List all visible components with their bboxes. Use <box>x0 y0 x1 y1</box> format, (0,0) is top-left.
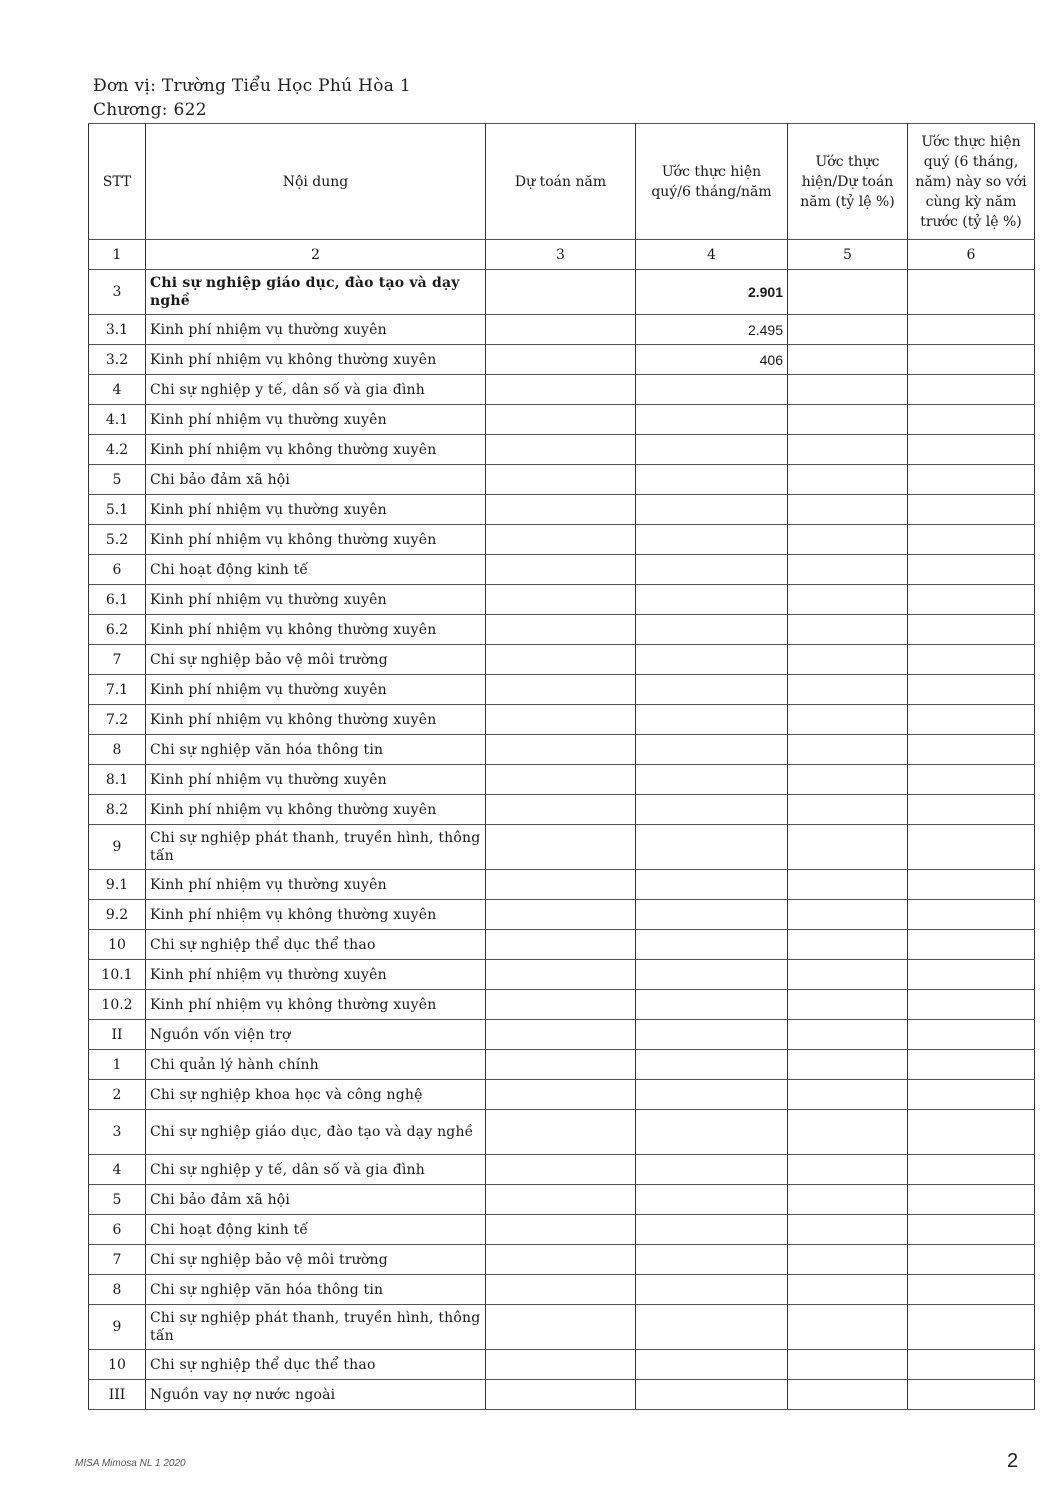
row-content: Chi sự nghiệp bảo vệ môi trường <box>146 645 486 675</box>
table-row <box>89 345 1035 375</box>
table-row <box>89 675 1035 705</box>
row-actual: 406 <box>636 345 788 375</box>
row-ratio <box>788 960 908 990</box>
row-yoy <box>908 1350 1035 1380</box>
table-row <box>89 615 1035 645</box>
row-actual <box>636 375 788 405</box>
row-ratio <box>788 1215 908 1245</box>
row-ratio <box>788 615 908 645</box>
row-yoy <box>908 345 1035 375</box>
row-yoy <box>908 585 1035 615</box>
row-yoy <box>908 765 1035 795</box>
row-yoy <box>908 825 1035 870</box>
table-row <box>89 1305 1035 1350</box>
col-header-ratio: Ước thực hiện/Dự toán năm (tỷ lệ %) <box>788 124 908 240</box>
row-ratio <box>788 525 908 555</box>
row-estimate <box>486 270 636 315</box>
row-yoy <box>908 990 1035 1020</box>
row-stt: 10 <box>89 1350 146 1380</box>
row-ratio <box>788 1275 908 1305</box>
row-estimate <box>486 615 636 645</box>
table-row <box>89 825 1035 870</box>
table-row <box>89 900 1035 930</box>
table-row <box>89 495 1035 525</box>
row-actual <box>636 870 788 900</box>
row-ratio <box>788 405 908 435</box>
row-estimate <box>486 1110 636 1155</box>
row-actual <box>636 825 788 870</box>
row-actual <box>636 435 788 465</box>
row-content: Chi bảo đảm xã hội <box>146 1185 486 1215</box>
table-row <box>89 1215 1035 1245</box>
row-estimate <box>486 675 636 705</box>
col-number: 4 <box>636 240 788 270</box>
row-ratio <box>788 930 908 960</box>
row-actual <box>636 405 788 435</box>
row-yoy <box>908 675 1035 705</box>
row-actual <box>636 735 788 765</box>
table-row <box>89 1185 1035 1215</box>
row-estimate <box>486 1050 636 1080</box>
row-estimate <box>486 960 636 990</box>
row-content: Chi hoạt động kinh tế <box>146 1215 486 1245</box>
row-actual: 2.901 <box>636 270 788 315</box>
row-stt: 10.1 <box>89 960 146 990</box>
table-row <box>89 1110 1035 1155</box>
row-content: Kinh phí nhiệm vụ không thường xuyên <box>146 705 486 735</box>
row-yoy <box>908 555 1035 585</box>
row-actual <box>636 1305 788 1350</box>
row-ratio <box>788 555 908 585</box>
row-ratio <box>788 870 908 900</box>
table-row <box>89 960 1035 990</box>
row-ratio <box>788 795 908 825</box>
row-content: Kinh phí nhiệm vụ không thường xuyên <box>146 345 486 375</box>
row-ratio <box>788 465 908 495</box>
row-actual <box>636 1110 788 1155</box>
row-actual <box>636 675 788 705</box>
row-stt: 8 <box>89 1275 146 1305</box>
col-number: 1 <box>89 240 146 270</box>
row-estimate <box>486 495 636 525</box>
row-content: Kinh phí nhiệm vụ thường xuyên <box>146 315 486 345</box>
table-row <box>89 1275 1035 1305</box>
row-content: Chi hoạt động kinh tế <box>146 555 486 585</box>
row-estimate <box>486 795 636 825</box>
row-stt: 8 <box>89 735 146 765</box>
row-content: Chi sự nghiệp giáo dục, đào tạo và dạy nghề <box>146 1110 486 1155</box>
row-actual <box>636 1245 788 1275</box>
row-stt: 6 <box>89 1215 146 1245</box>
row-yoy <box>908 930 1035 960</box>
row-content: Chi sự nghiệp khoa học và công nghệ <box>146 1080 486 1110</box>
row-ratio <box>788 1350 908 1380</box>
row-yoy <box>908 1185 1035 1215</box>
row-yoy <box>908 900 1035 930</box>
row-content: Kinh phí nhiệm vụ thường xuyên <box>146 405 486 435</box>
row-stt: 4.2 <box>89 435 146 465</box>
table-row <box>89 870 1035 900</box>
row-actual <box>636 465 788 495</box>
row-actual <box>636 900 788 930</box>
row-ratio <box>788 270 908 315</box>
row-yoy <box>908 1155 1035 1185</box>
table-row <box>89 645 1035 675</box>
row-actual: 2.495 <box>636 315 788 345</box>
row-yoy <box>908 1020 1035 1050</box>
row-actual <box>636 585 788 615</box>
row-ratio <box>788 1185 908 1215</box>
row-content: Chi sự nghiệp thể dục thể thao <box>146 930 486 960</box>
row-yoy <box>908 405 1035 435</box>
table-row <box>89 1350 1035 1380</box>
row-yoy <box>908 1080 1035 1110</box>
row-yoy <box>908 465 1035 495</box>
col-header-actual: Ước thực hiện quý/6 tháng/năm <box>636 124 788 240</box>
row-yoy <box>908 960 1035 990</box>
row-estimate <box>486 1155 636 1185</box>
row-stt: 3.1 <box>89 315 146 345</box>
row-yoy <box>908 1380 1035 1410</box>
row-actual <box>636 645 788 675</box>
row-actual <box>636 1155 788 1185</box>
row-estimate <box>486 465 636 495</box>
row-estimate <box>486 825 636 870</box>
software-footer: MISA Mimosa NL 1 2020 <box>75 1458 186 1469</box>
row-ratio <box>788 900 908 930</box>
table-row <box>89 375 1035 405</box>
col-header-yoy: Ước thực hiện quý (6 tháng, năm) này so với cùng kỳ năm trước (tỷ lệ %) <box>908 124 1035 240</box>
row-estimate <box>486 765 636 795</box>
row-content: Chi sự nghiệp y tế, dân số và gia đình <box>146 375 486 405</box>
row-stt: 6.2 <box>89 615 146 645</box>
table-row <box>89 270 1035 315</box>
table-row <box>89 990 1035 1020</box>
row-stt: 4 <box>89 1155 146 1185</box>
row-ratio <box>788 645 908 675</box>
table-header-row <box>89 124 1035 240</box>
col-number: 6 <box>908 240 1035 270</box>
row-content: Chi quản lý hành chính <box>146 1050 486 1080</box>
chapter-code: Chương: 622 <box>93 100 207 120</box>
row-stt: 10.2 <box>89 990 146 1020</box>
col-number: 2 <box>146 240 486 270</box>
row-stt: III <box>89 1380 146 1410</box>
row-estimate <box>486 525 636 555</box>
row-content: Kinh phí nhiệm vụ thường xuyên <box>146 870 486 900</box>
row-ratio <box>788 435 908 465</box>
row-content: Chi sự nghiệp giáo dục, đào tạo và dạy nghề <box>146 270 486 315</box>
row-estimate <box>486 1305 636 1350</box>
row-ratio <box>788 315 908 345</box>
row-yoy <box>908 435 1035 465</box>
row-estimate <box>486 990 636 1020</box>
row-actual <box>636 1275 788 1305</box>
row-estimate <box>486 1020 636 1050</box>
row-estimate <box>486 435 636 465</box>
row-content: Kinh phí nhiệm vụ không thường xuyên <box>146 900 486 930</box>
row-yoy <box>908 270 1035 315</box>
row-actual <box>636 795 788 825</box>
row-ratio <box>788 1155 908 1185</box>
row-stt: II <box>89 1020 146 1050</box>
table-row <box>89 525 1035 555</box>
row-estimate <box>486 1380 636 1410</box>
row-stt: 7.2 <box>89 705 146 735</box>
row-estimate <box>486 870 636 900</box>
table-row <box>89 930 1035 960</box>
row-estimate <box>486 705 636 735</box>
row-stt: 6 <box>89 555 146 585</box>
row-ratio <box>788 1245 908 1275</box>
table-row <box>89 405 1035 435</box>
row-ratio <box>788 825 908 870</box>
row-yoy <box>908 1275 1035 1305</box>
row-actual <box>636 1020 788 1050</box>
row-stt: 3 <box>89 270 146 315</box>
row-stt: 5 <box>89 465 146 495</box>
row-content: Chi sự nghiệp văn hóa thông tin <box>146 1275 486 1305</box>
row-actual <box>636 960 788 990</box>
row-content: Kinh phí nhiệm vụ không thường xuyên <box>146 795 486 825</box>
row-content: Kinh phí nhiệm vụ thường xuyên <box>146 585 486 615</box>
row-content: Chi sự nghiệp văn hóa thông tin <box>146 735 486 765</box>
row-yoy <box>908 1050 1035 1080</box>
row-stt: 7 <box>89 645 146 675</box>
row-actual <box>636 615 788 645</box>
row-stt: 4.1 <box>89 405 146 435</box>
unit-name: Đơn vị: Trường Tiểu Học Phú Hòa 1 <box>93 76 411 96</box>
row-ratio <box>788 1050 908 1080</box>
row-content: Chi sự nghiệp bảo vệ môi trường <box>146 1245 486 1275</box>
row-stt: 5 <box>89 1185 146 1215</box>
row-content: Chi sự nghiệp y tế, dân số và gia đình <box>146 1155 486 1185</box>
row-actual <box>636 1215 788 1245</box>
row-content: Kinh phí nhiệm vụ thường xuyên <box>146 765 486 795</box>
row-stt: 3.2 <box>89 345 146 375</box>
row-yoy <box>908 735 1035 765</box>
row-estimate <box>486 1350 636 1380</box>
row-yoy <box>908 645 1035 675</box>
row-content: Kinh phí nhiệm vụ không thường xuyên <box>146 990 486 1020</box>
row-content: Chi bảo đảm xã hội <box>146 465 486 495</box>
row-stt: 5.1 <box>89 495 146 525</box>
row-actual <box>636 705 788 735</box>
table-row <box>89 1020 1035 1050</box>
row-yoy <box>908 1110 1035 1155</box>
row-stt: 7 <box>89 1245 146 1275</box>
row-content: Nguồn vốn viện trợ <box>146 1020 486 1050</box>
row-estimate <box>486 1185 636 1215</box>
row-ratio <box>788 345 908 375</box>
row-estimate <box>486 900 636 930</box>
row-stt: 2 <box>89 1080 146 1110</box>
table-row <box>89 735 1035 765</box>
row-actual <box>636 1080 788 1110</box>
row-yoy <box>908 795 1035 825</box>
row-stt: 1 <box>89 1050 146 1080</box>
col-number: 5 <box>788 240 908 270</box>
table-row <box>89 1080 1035 1110</box>
row-estimate <box>486 405 636 435</box>
row-stt: 9.1 <box>89 870 146 900</box>
row-content: Kinh phí nhiệm vụ thường xuyên <box>146 960 486 990</box>
row-stt: 10 <box>89 930 146 960</box>
row-stt: 6.1 <box>89 585 146 615</box>
table-row <box>89 585 1035 615</box>
row-content: Kinh phí nhiệm vụ thường xuyên <box>146 675 486 705</box>
row-actual <box>636 1185 788 1215</box>
row-ratio <box>788 1080 908 1110</box>
row-estimate <box>486 645 636 675</box>
row-estimate <box>486 1215 636 1245</box>
row-ratio <box>788 585 908 615</box>
row-estimate <box>486 930 636 960</box>
row-ratio <box>788 735 908 765</box>
row-content: Chi sự nghiệp phát thanh, truyền hình, thông tấn <box>146 825 486 870</box>
table-row <box>89 465 1035 495</box>
budget-table <box>88 123 1035 1410</box>
row-ratio <box>788 765 908 795</box>
row-estimate <box>486 315 636 345</box>
table-row <box>89 795 1035 825</box>
row-estimate <box>486 735 636 765</box>
table-row <box>89 1245 1035 1275</box>
row-estimate <box>486 1245 636 1275</box>
column-number-row <box>89 240 1035 270</box>
col-header-content: Nội dung <box>146 124 486 240</box>
row-yoy <box>908 375 1035 405</box>
row-actual <box>636 495 788 525</box>
row-actual <box>636 930 788 960</box>
table-row <box>89 765 1035 795</box>
row-estimate <box>486 585 636 615</box>
row-actual <box>636 1350 788 1380</box>
table-row <box>89 1155 1035 1185</box>
row-content: Chi sự nghiệp thể dục thể thao <box>146 1350 486 1380</box>
row-yoy <box>908 1305 1035 1350</box>
row-stt: 8.2 <box>89 795 146 825</box>
row-actual <box>636 1050 788 1080</box>
row-estimate <box>486 1275 636 1305</box>
row-content: Kinh phí nhiệm vụ không thường xuyên <box>146 435 486 465</box>
row-stt: 9 <box>89 825 146 870</box>
row-ratio <box>788 1380 908 1410</box>
row-estimate <box>486 375 636 405</box>
row-ratio <box>788 705 908 735</box>
row-actual <box>636 990 788 1020</box>
row-stt: 5.2 <box>89 525 146 555</box>
row-stt: 8.1 <box>89 765 146 795</box>
row-ratio <box>788 1020 908 1050</box>
row-ratio <box>788 675 908 705</box>
row-content: Chi sự nghiệp phát thanh, truyền hình, thông tấn <box>146 1305 486 1350</box>
row-estimate <box>486 555 636 585</box>
row-ratio <box>788 375 908 405</box>
page-number: 2 <box>1007 1450 1019 1472</box>
row-stt: 9 <box>89 1305 146 1350</box>
row-yoy <box>908 315 1035 345</box>
row-yoy <box>908 495 1035 525</box>
table-row <box>89 555 1035 585</box>
row-content: Nguồn vay nợ nước ngoài <box>146 1380 486 1410</box>
row-estimate <box>486 345 636 375</box>
row-yoy <box>908 705 1035 735</box>
row-content: Kinh phí nhiệm vụ không thường xuyên <box>146 615 486 645</box>
row-yoy <box>908 870 1035 900</box>
row-yoy <box>908 1245 1035 1275</box>
row-stt: 4 <box>89 375 146 405</box>
row-stt: 9.2 <box>89 900 146 930</box>
row-estimate <box>486 1080 636 1110</box>
table-row <box>89 1380 1035 1410</box>
row-actual <box>636 765 788 795</box>
row-stt: 3 <box>89 1110 146 1155</box>
row-yoy <box>908 525 1035 555</box>
row-ratio <box>788 1305 908 1350</box>
row-stt: 7.1 <box>89 675 146 705</box>
col-number: 3 <box>486 240 636 270</box>
table-row <box>89 1050 1035 1080</box>
row-yoy <box>908 1215 1035 1245</box>
col-header-estimate: Dự toán năm <box>486 124 636 240</box>
row-ratio <box>788 1110 908 1155</box>
col-header-stt: STT <box>89 124 146 240</box>
row-ratio <box>788 990 908 1020</box>
table-row <box>89 315 1035 345</box>
table-row <box>89 435 1035 465</box>
table-body <box>89 270 1035 1410</box>
row-actual <box>636 1380 788 1410</box>
row-actual <box>636 555 788 585</box>
table-row <box>89 705 1035 735</box>
row-yoy <box>908 615 1035 645</box>
row-content: Kinh phí nhiệm vụ thường xuyên <box>146 495 486 525</box>
row-actual <box>636 525 788 555</box>
row-content: Kinh phí nhiệm vụ không thường xuyên <box>146 525 486 555</box>
row-ratio <box>788 495 908 525</box>
